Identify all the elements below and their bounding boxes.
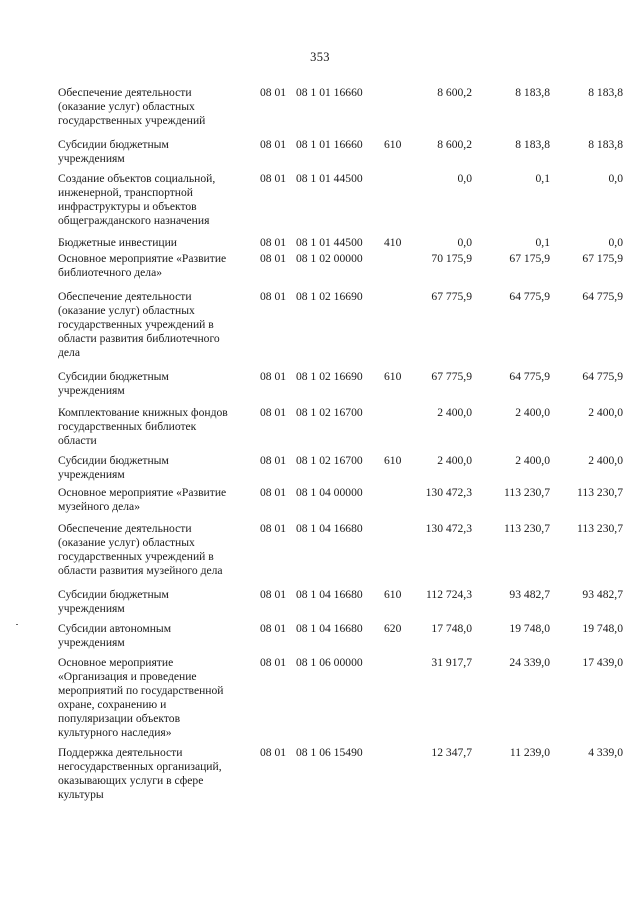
target-article-code: 08 1 02 16700 (296, 406, 363, 419)
expense-type-code: 410 (384, 236, 402, 249)
target-article-code: 08 1 02 16700 (296, 454, 363, 467)
table-row (58, 746, 623, 802)
item-name: Субсидии бюджетным учреждениям (58, 138, 169, 165)
page-number: 353 (310, 50, 330, 64)
expense-type-code: 620 (384, 622, 402, 635)
amount-year-1: 112 724,3 (426, 588, 472, 601)
amount-year-2: 64 775,9 (509, 370, 550, 383)
table-row (58, 252, 623, 280)
item-name: Субсидии автономным учреждениям (58, 622, 172, 649)
amount-year-1: 31 917,7 (431, 656, 472, 669)
amount-year-2: 113 230,7 (504, 486, 550, 499)
target-article-code: 08 1 01 44500 (296, 236, 363, 249)
expense-type-code: 610 (384, 138, 402, 151)
item-name: Субсидии бюджетным учреждениям (58, 588, 169, 615)
amount-year-3: 0,0 (608, 236, 623, 249)
item-name: Субсидии бюджетным учреждениям (58, 454, 169, 481)
amount-year-3: 17 439,0 (582, 656, 623, 669)
target-article-code: 08 1 04 16680 (296, 522, 363, 535)
target-article-code: 08 1 01 16660 (296, 138, 363, 151)
target-article-code: 08 1 06 15490 (296, 746, 363, 759)
amount-year-2: 2 400,0 (515, 454, 550, 467)
amount-year-1: 130 472,3 (425, 486, 472, 499)
amount-year-2: 24 339,0 (509, 656, 550, 669)
section-code: 08 01 (260, 406, 287, 419)
section-code: 08 01 (260, 746, 287, 759)
amount-year-3: 19 748,0 (582, 622, 623, 635)
table-row (58, 454, 623, 482)
amount-year-2: 0,1 (535, 236, 550, 249)
amount-year-3: 2 400,0 (588, 406, 623, 419)
table-row (58, 290, 623, 360)
section-code: 08 01 (260, 486, 287, 499)
section-code: 08 01 (260, 370, 287, 383)
section-code: 08 01 (260, 656, 287, 669)
item-name: Основное мероприятие «Развитие библиотечного дела» (58, 252, 227, 279)
table-row (58, 236, 623, 250)
section-code: 08 01 (260, 86, 287, 99)
amount-year-1: 12 347,7 (431, 746, 472, 759)
section-code: 08 01 (260, 522, 287, 535)
table-row (58, 172, 623, 228)
amount-year-2: 2 400,0 (515, 406, 550, 419)
amount-year-2: 19 748,0 (509, 622, 550, 635)
target-article-code: 08 1 02 16690 (296, 370, 363, 383)
item-name: Субсидии бюджетным учреждениям (58, 370, 169, 397)
amount-year-3: 8 183,8 (588, 138, 623, 151)
target-article-code: 08 1 04 00000 (296, 486, 363, 499)
section-code: 08 01 (260, 454, 287, 467)
section-code: 08 01 (260, 172, 287, 185)
table-row (58, 486, 623, 514)
section-code: 08 01 (260, 622, 287, 635)
target-article-code: 08 1 02 16690 (296, 290, 363, 303)
section-code: 08 01 (260, 138, 287, 151)
item-name: Поддержка деятельности негосударственных организаций, оказывающих услуги в сфере культуры (58, 746, 222, 801)
amount-year-2: 93 482,7 (509, 588, 550, 601)
amount-year-1: 130 472,3 (425, 522, 472, 535)
table-row (58, 588, 623, 616)
amount-year-1: 0,0 (457, 236, 472, 249)
table-row (58, 522, 623, 578)
item-name: Основное мероприятие «Организация и проведение мероприятий по государственной охране, сохранению и популяризации объектов культурного наследия» (58, 656, 224, 739)
item-name: Комплектование книжных фондов государственных библиотек области (58, 406, 228, 447)
amount-year-3: 4 339,0 (588, 746, 623, 759)
amount-year-3: 113 230,7 (577, 522, 623, 535)
target-article-code: 08 1 04 16680 (296, 622, 363, 635)
amount-year-2: 0,1 (535, 172, 550, 185)
amount-year-3: 2 400,0 (588, 454, 623, 467)
section-code: 08 01 (260, 236, 287, 249)
amount-year-1: 2 400,0 (437, 406, 472, 419)
amount-year-2: 64 775,9 (509, 290, 550, 303)
amount-year-2: 8 183,8 (515, 138, 550, 151)
target-article-code: 08 1 04 16680 (296, 588, 363, 601)
amount-year-3: 64 775,9 (582, 290, 623, 303)
item-name: Обеспечение деятельности (оказание услуг) областных государственных учреждений в области развития музейного дела (58, 522, 223, 577)
amount-year-1: 2 400,0 (437, 454, 472, 467)
amount-year-3: 93 482,7 (582, 588, 623, 601)
section-code: 08 01 (260, 290, 287, 303)
amount-year-3: 64 775,9 (582, 370, 623, 383)
amount-year-3: 113 230,7 (577, 486, 623, 499)
section-code: 08 01 (260, 252, 287, 265)
expense-type-code: 610 (384, 370, 402, 383)
amount-year-2: 11 239,0 (509, 746, 550, 759)
item-name: Обеспечение деятельности (оказание услуг) областных государственных учреждений в области развития библиотечного дела (58, 290, 220, 359)
item-name: Основное мероприятие «Развитие музейного дела» (58, 486, 227, 513)
expense-type-code: 610 (384, 454, 402, 467)
amount-year-2: 67 175,9 (509, 252, 550, 265)
amount-year-1: 0,0 (457, 172, 472, 185)
target-article-code: 08 1 01 16660 (296, 86, 363, 99)
margin-mark (16, 624, 18, 625)
amount-year-3: 67 175,9 (582, 252, 623, 265)
item-name: Создание объектов социальной, инженерной, транспортной инфраструктуры и объектов общегражданского назначения (58, 172, 216, 227)
target-article-code: 08 1 01 44500 (296, 172, 363, 185)
amount-year-3: 8 183,8 (588, 86, 623, 99)
item-name: Бюджетные инвестиции (58, 236, 178, 249)
amount-year-3: 0,0 (608, 172, 623, 185)
amount-year-2: 8 183,8 (515, 86, 550, 99)
amount-year-1: 8 600,2 (437, 86, 472, 99)
expense-type-code: 610 (384, 588, 402, 601)
item-name: Обеспечение деятельности (оказание услуг) областных государственных учреждений (58, 86, 206, 127)
amount-year-2: 113 230,7 (504, 522, 550, 535)
table-row (58, 622, 623, 650)
table-row (58, 406, 623, 448)
target-article-code: 08 1 02 00000 (296, 252, 363, 265)
amount-year-1: 67 775,9 (431, 370, 472, 383)
amount-year-1: 17 748,0 (431, 622, 472, 635)
table-row (58, 656, 623, 740)
amount-year-1: 70 175,9 (431, 252, 472, 265)
amount-year-1: 8 600,2 (437, 138, 472, 151)
table-row (58, 138, 623, 166)
table-row (58, 86, 623, 128)
section-code: 08 01 (260, 588, 287, 601)
amount-year-1: 67 775,9 (431, 290, 472, 303)
target-article-code: 08 1 06 00000 (296, 656, 363, 669)
table-row (58, 370, 623, 398)
